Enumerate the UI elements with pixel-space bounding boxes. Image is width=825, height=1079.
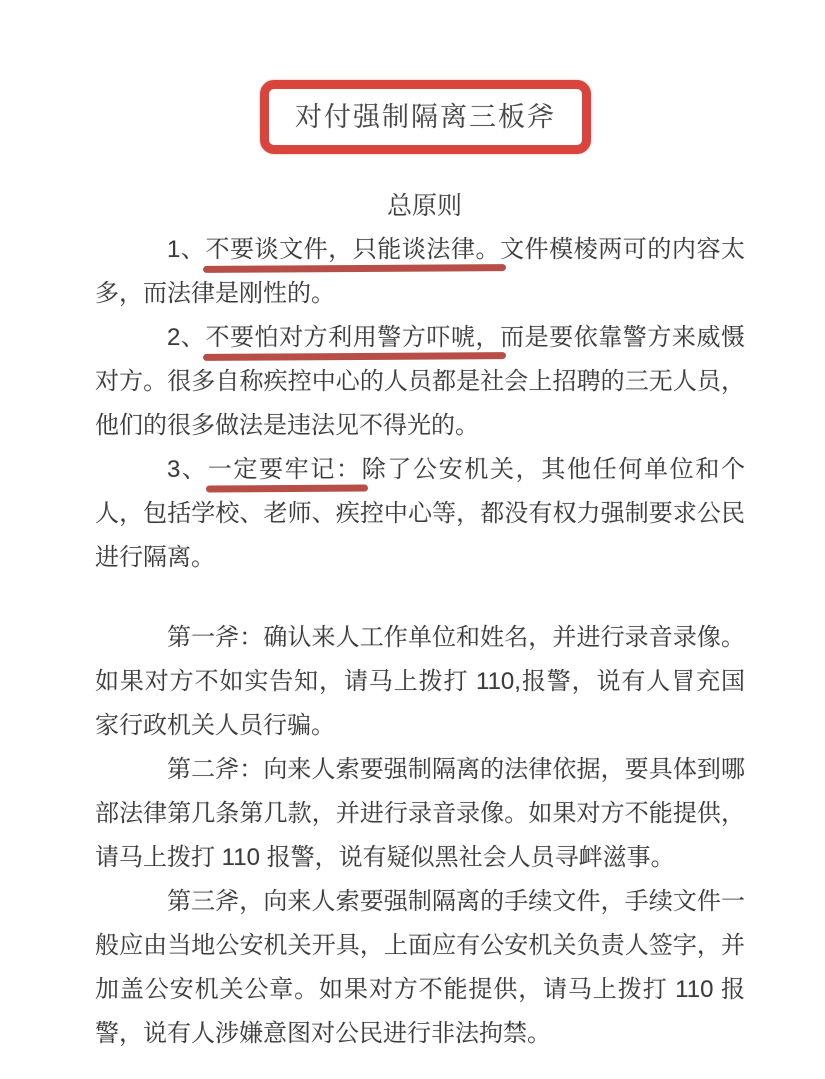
principle-2-text: 而是要依靠警方来威慑对方。很多自称疾控中心的人员都是社会上招聘的三无人员，他们的很多做法是违法见不得光的。 [95,324,746,439]
axe-paragraph-2: 第二斧：向来人索要强制隔离的法律依据，要具体到哪部法律第几条第几款，并进行录音录像。如果对方不能提供，请马上拨打 110 报警，说有疑似黑社会人员寻衅滋事。 [95,756,745,871]
principle-2 [95,316,745,448]
title-area [0,0,825,154]
principle-1 [95,228,745,316]
document-body [95,228,745,1056]
axe-paragraph-1: 第一斧：确认来人工作单位和姓名，并进行录音录像。如果对方不如实告知，请马上拨打 110,报警，说有人冒充国家行政机关人员行骗。 [95,624,745,739]
principle-3-text: 除了公安机关，其他任何单位和个人，包括学校、老师、疾控中心等，都没有权力强制要求公民进行隔离。 [95,456,746,571]
principle-3 [95,448,745,580]
document-title: 对付强制隔离三板斧 [295,102,556,132]
principle-2-number: 2、 [167,324,206,351]
section-gap [95,580,745,616]
principle-1-number: 1、 [167,236,206,263]
principle-2-underlined-phrase: 不要怕对方利用警方吓唬， [205,324,501,351]
principle-3-number: 3、 [167,456,208,483]
principle-3-underlined-phrase: 一定要牢记： [207,456,362,483]
axe-paragraph-3: 第三斧，向来人索要强制隔离的手续文件，手续文件一般应由当地公安机关开具，上面应有公安机关负责人签字，并加盖公安机关公章。如果对方不能提供，请马上拨打 110 报警，说有人涉嫌意图对公民进行非法拘禁。 [95,888,745,1047]
principle-1-underlined-phrase: 不要谈文件，只能谈法律。 [205,236,501,263]
section-heading: 总原则 [386,192,462,220]
principle-1-text: 文件模棱两可的内容太多，而法律是刚性的。 [95,236,746,307]
title-red-box [260,80,591,154]
